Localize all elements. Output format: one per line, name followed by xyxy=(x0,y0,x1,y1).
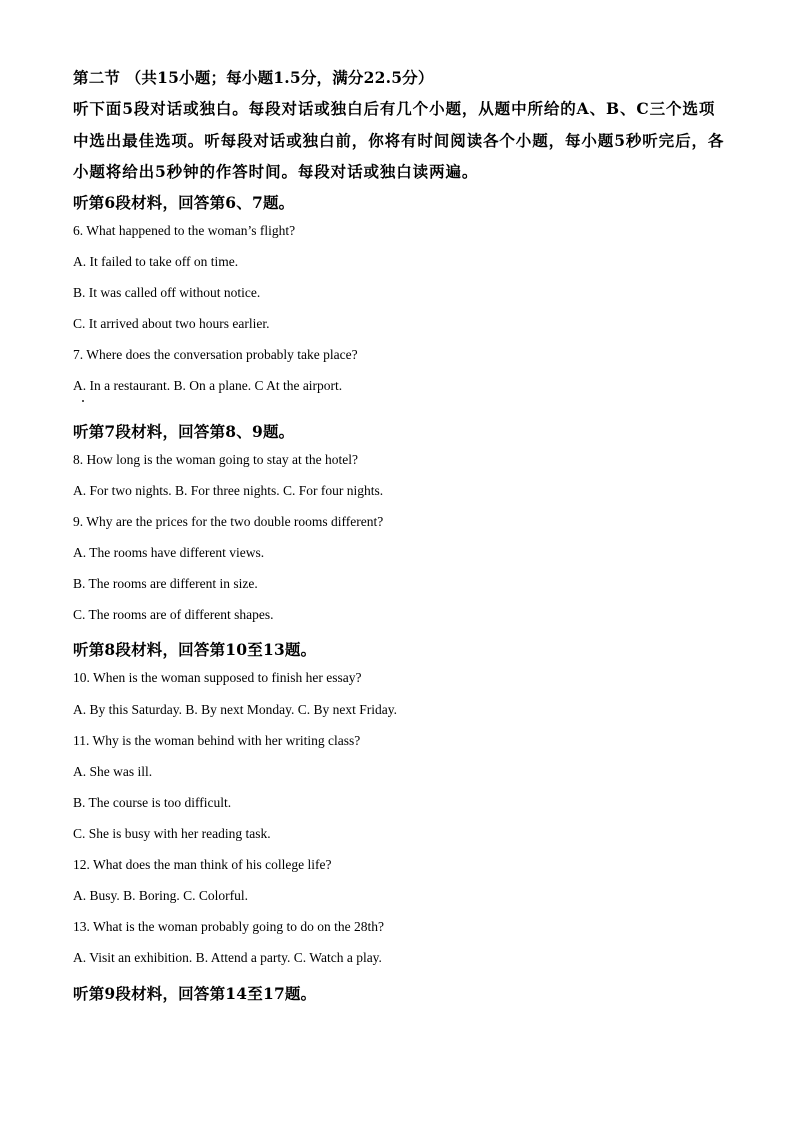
question-10: 10. When is the woman supposed to finish her essay? xyxy=(73,670,362,685)
stray-dot xyxy=(82,400,84,402)
option-6a: A. It failed to take off on time. xyxy=(73,254,239,269)
question-13: 13. What is the woman probably going to do on the 28th? xyxy=(73,919,384,934)
options-12: A. Busy. B. Boring. C. Colorful. xyxy=(73,888,249,903)
question-7: 7. Where does the conversation probably take place? xyxy=(73,347,358,362)
question-9: 9. Why are the prices for the two double rooms different? xyxy=(73,514,384,529)
question-11: 11. Why is the woman behind with her writing class? xyxy=(73,733,361,748)
option-9a: A. The rooms have different views. xyxy=(73,545,265,560)
option-11a: A. She was ill. xyxy=(73,764,153,779)
options-10: A. By this Saturday. B. By next Monday. C. By next Friday. xyxy=(73,702,397,717)
question-8: 8. How long is the woman going to stay at the hotel? xyxy=(73,452,358,467)
group-heading-6: 听第6段材料，回答第6、7题。 xyxy=(73,193,295,212)
option-11c: C. She is busy with her reading task. xyxy=(73,826,271,841)
option-11b: B. The course is too difficult. xyxy=(73,795,232,810)
options-8: A. For two nights. B. For three nights. C. For four nights. xyxy=(73,483,384,498)
options-7: A. In a restaurant. B. On a plane. C At the airport. xyxy=(73,378,343,393)
instructions-line-1: 听下面5段对话或独白。每段对话或独白后有几个小题，从题中所给的A、B、C三个选项 xyxy=(73,99,716,118)
option-6b: B. It was called off without notice. xyxy=(73,285,261,300)
question-6: 6. What happened to the woman’s flight? xyxy=(73,223,296,238)
group-heading-7: 听第7段材料，回答第8、9题。 xyxy=(73,422,295,441)
option-6c: C. It arrived about two hours earlier. xyxy=(73,316,270,331)
instructions-line-3: 小题将给出5秒钟的作答时间。每段对话或独白读两遍。 xyxy=(73,162,479,181)
option-9c: C. The rooms are of different shapes. xyxy=(73,607,274,622)
group-heading-9: 听第9段材料，回答第14至17题。 xyxy=(73,984,317,1003)
section-title: 第二节 （共15小题；每小题1.5分，满分22.5分） xyxy=(73,68,434,87)
group-heading-8: 听第8段材料，回答第10至13题。 xyxy=(73,640,317,659)
options-13: A. Visit an exhibition. B. Attend a party. C. Watch a play. xyxy=(73,950,382,965)
option-9b: B. The rooms are different in size. xyxy=(73,576,258,591)
question-12: 12. What does the man think of his college life? xyxy=(73,857,332,872)
instructions-line-2: 中选出最佳选项。听每段对话或独白前，你将有时间阅读各个小题，每小题5秒听完后，各 xyxy=(73,131,725,150)
